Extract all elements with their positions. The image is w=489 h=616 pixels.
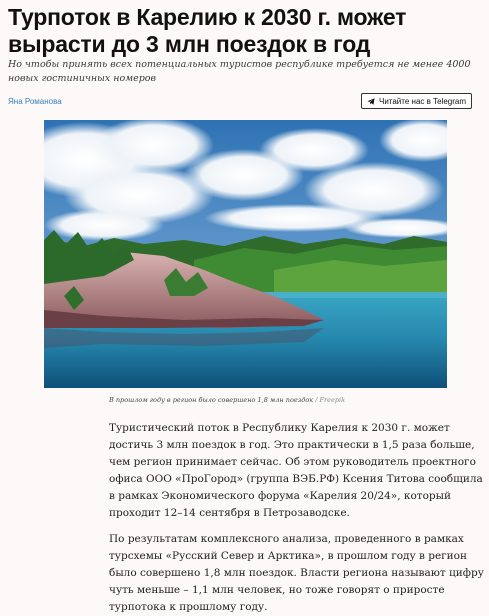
image-caption (109, 396, 345, 404)
telegram-subscribe-button[interactable] (361, 93, 472, 109)
paper-plane-icon (367, 98, 375, 105)
article-paragraph: Туристический поток в Республику Карелия к 2030 г. может достичь 3 млн поездок в год. Это практически в 1,5 раза больше, чем регион принимает сейчас. Об этом руководитель проектного офиса ООО «ПроГород» (группа ВЭБ.РФ) Ксения Титова сообщила в рамках Экономического форума «Карелия 20/24», который проходит 12–14 сентября в Петрозаводске. (109, 422, 483, 519)
telegram-button-label: Читайте нас в Telegram (378, 96, 466, 106)
article-title: Турпоток в Карелию к 2030 г. может вырасти до 3 млн поездок в год (8, 4, 407, 57)
caption-separator: / (315, 396, 318, 404)
author-link[interactable]: Яна Романова (8, 97, 62, 106)
image-source: Freepik (319, 396, 346, 404)
caption-text: В прошлом году в регион было совершено 1,8 млн поездок (109, 396, 314, 404)
article-subtitle: Но чтобы принять всех потенциальных туристов республике требуется не менее 4000 новых гостиничных номеров (8, 59, 471, 84)
article-image (44, 120, 447, 388)
article-paragraph: По результатам комплексного анализа, проведенного в рамках турсхемы «Русский Север и Арктика», в прошлом году в регион было совершено 1,8 млн поездок. Власти региона называют цифру чуть меньше – 1,1 млн человек, но тоже говорят о приросте турпотока к прошлому году. (109, 533, 484, 613)
